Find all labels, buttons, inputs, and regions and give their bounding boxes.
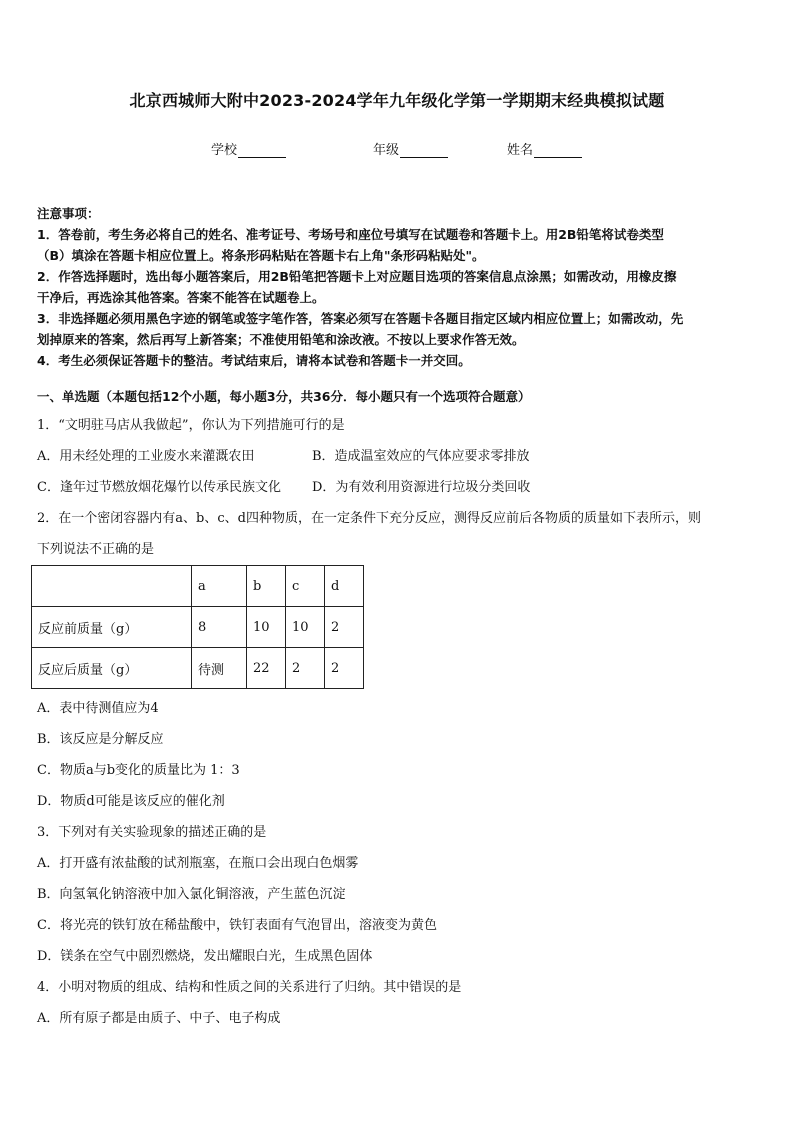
school-blank[interactable] [238,144,286,158]
table-cell: 2 [286,648,325,689]
table-cell: 反应后质量（g） [32,648,192,689]
table-cell: 10 [286,607,325,648]
question-2-options [37,693,761,817]
option-a[interactable]: A．用未经处理的工业废水来灌溉农田 [37,449,255,464]
notice-line: 3．非选择题必须用黑色字迹的钢笔或签字笔作答，答案必须写在答题卡各题目指定区域内相应位置上；如需改动，先 [37,311,684,326]
table-cell: d [325,566,364,607]
option-a[interactable]: A．所有原子都是由质子、中子、电子构成 [37,1011,281,1026]
table-cell: 8 [192,607,247,648]
question-stem-cont: 下列说法不正确的是 [37,542,155,557]
option-a[interactable]: A．打开盛有浓盐酸的试剂瓶塞，在瓶口会出现白色烟雾 [37,856,359,871]
table-cell: a [192,566,247,607]
notice-block [37,203,759,371]
grade-field[interactable] [373,139,448,158]
option-c[interactable]: C．逢年过节燃放烟花爆竹以传承民族文化 [37,480,281,495]
question-stem: 2．在一个密闭容器内有a、b、c、d四种物质，在一定条件下充分反应，测得反应前后各物质的质量如下表所示，则 [37,511,701,526]
option-b[interactable]: B．该反应是分解反应 [37,732,164,747]
option-a[interactable]: A．表中待测值应为4 [37,701,159,716]
school-field[interactable] [211,139,286,158]
table-cell: b [247,566,286,607]
page-title: 北京西城师大附中2023-2024学年九年级化学第一学期期末经典模拟试题 [129,91,665,110]
option-d[interactable]: D．为有效利用资源进行垃圾分类回收 [312,480,531,495]
notice-line: 2．作答选择题时，选出每小题答案后，用2B铅笔把答题卡上对应题目选项的答案信息点涂黑；如需改动，用橡皮擦 [37,269,677,284]
notice-line: 4．考生必须保证答题卡的整洁。考试结束后，请将本试卷和答题卡一并交回。 [37,353,471,368]
question-stem: 3．下列对有关实验现象的描述正确的是 [37,825,267,840]
grade-blank[interactable] [400,144,448,158]
question-1 [37,410,761,503]
table-cell: 反应前质量（g） [32,607,192,648]
option-d[interactable]: D．物质d可能是该反应的催化剂 [37,794,225,809]
table-cell: c [286,566,325,607]
school-label: 学校 [211,143,238,158]
grade-label: 年级 [373,143,400,158]
name-label: 姓名 [507,143,534,158]
option-row [37,441,761,472]
option-b[interactable]: B．造成温室效应的气体应要求零排放 [312,449,530,464]
notice-line: （B）填涂在答题卡相应位置上。将条形码粘贴在答题卡右上角"条形码粘贴处"。 [37,248,485,263]
option-c[interactable]: C．物质a与b变化的质量比为 1：3 [37,763,240,778]
question-stem: 1．“文明驻马店从我做起”，你认为下列措施可行的是 [37,418,345,433]
table-header-row [32,566,364,607]
name-field[interactable] [507,139,582,158]
question-3 [37,817,761,972]
question-stem: 4．小明对物质的组成、结构和性质之间的关系进行了归纳。其中错误的是 [37,980,462,995]
question-4 [37,972,761,1034]
table-cell: 22 [247,648,286,689]
option-b[interactable]: B．向氢氧化钠溶液中加入氯化铜溶液，产生蓝色沉淀 [37,887,346,902]
table-cell: 2 [325,607,364,648]
option-row [37,472,761,503]
student-info-row [0,139,794,159]
option-c[interactable]: C．将光亮的铁钉放在稀盐酸中，铁钉表面有气泡冒出，溶液变为黄色 [37,918,437,933]
notice-line: 干净后，再选涂其他答案。答案不能答在试题卷上。 [37,290,325,305]
table-cell [32,566,192,607]
option-d[interactable]: D．镁条在空气中剧烈燃烧，发出耀眼白光，生成黑色固体 [37,949,373,964]
table-row [32,607,364,648]
notice-line: 1．答卷前，考生务必将自己的姓名、准考证号、考场号和座位号填写在试题卷和答题卡上。用2B铅笔将试卷类型 [37,227,664,242]
table-cell: 待测 [192,648,247,689]
table-cell: 2 [325,648,364,689]
table-cell: 10 [247,607,286,648]
mass-table [31,565,364,689]
name-blank[interactable] [534,144,582,158]
notice-line: 划掉原来的答案，然后再写上新答案；不准使用铅笔和涂改液。不按以上要求作答无效。 [37,332,525,347]
notice-heading: 注意事项： [37,206,100,221]
table-row [32,648,364,689]
question-2-stem [37,503,761,565]
section-heading: 一、单选题（本题包括12个小题，每小题3分，共36分．每小题只有一个选项符合题意） [37,389,531,404]
